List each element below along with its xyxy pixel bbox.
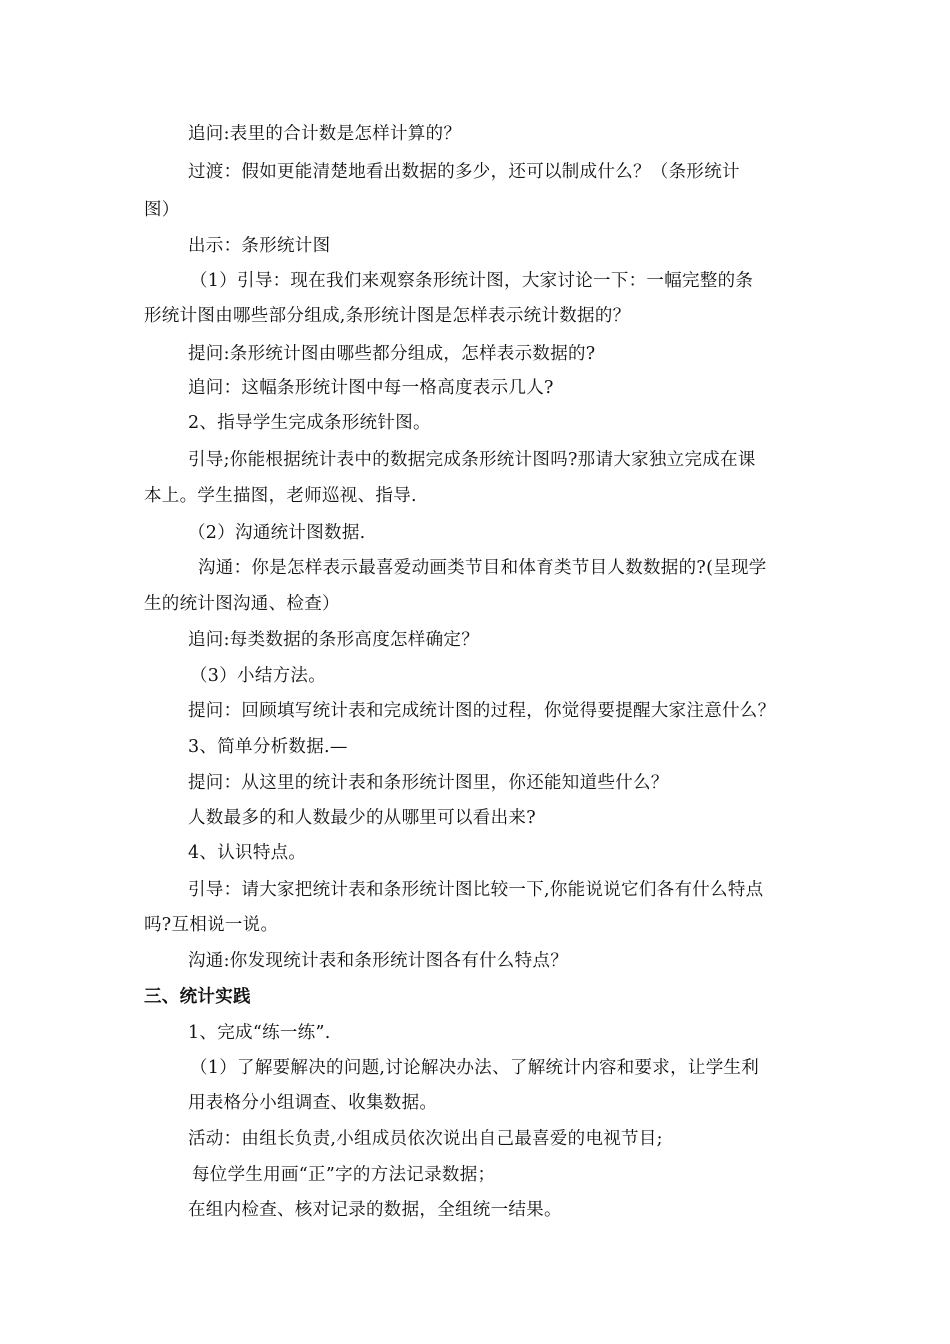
section-heading: 三、统计实践 bbox=[144, 987, 251, 1007]
text-line: 提问：从这里的统计表和条形统计图里，你还能知道些什么？ bbox=[188, 773, 669, 793]
text-line: （2）沟通统计图数据. bbox=[188, 523, 366, 543]
text-line: 出示：条形统计图 bbox=[188, 236, 331, 256]
text-line: 过渡：假如更能清楚地看出数据的多少，还可以制成什么？（条形统计 bbox=[188, 162, 740, 182]
text-line: 追问:表里的合计数是怎样计算的？ bbox=[188, 124, 462, 144]
text-line: （3）小结方法。 bbox=[190, 666, 327, 686]
text-line: 追问:每类数据的条形高度怎样确定？ bbox=[188, 630, 479, 650]
text-line: 引导：请大家把统计表和条形统计图比较一下,你能说说它们各有什么特点 bbox=[188, 880, 764, 900]
text-line: 引导;你能根据统计表中的数据完成条形统计图吗?那请大家独立完成在课 bbox=[188, 450, 756, 470]
text-line: （1）引导：现在我们来观察条形统计图，大家讨论一下：一幅完整的条 bbox=[190, 271, 754, 291]
text-line: 人数最多的和人数最少的从哪里可以看出来? bbox=[188, 808, 536, 828]
text-line: （1）了解要解决的问题,讨论解决办法、了解统计内容和要求，让学生利 bbox=[190, 1058, 760, 1078]
text-line: 吗?互相说一说。 bbox=[144, 915, 279, 935]
text-line: 沟通：你是怎样表示最喜爱动画类节目和体育类节目人数数据的?(呈现学 bbox=[198, 558, 767, 578]
text-line: 2、指导学生完成条形统针图。 bbox=[188, 413, 431, 433]
text-line: 用表格分小组调查、收集数据。 bbox=[188, 1093, 438, 1113]
text-line: 图） bbox=[144, 200, 180, 220]
text-line: 本上。学生描图，老师巡视、指导. bbox=[144, 486, 417, 506]
text-line: 1、完成“练一练”. bbox=[188, 1023, 331, 1043]
text-line: 追问：这幅条形统计图中每一格高度表示几人? bbox=[188, 378, 554, 398]
text-line: 提问：回顾填写统计表和完成统计图的过程，你觉得要提醒大家注意什么？ bbox=[188, 701, 776, 721]
text-line: 生的统计图沟通、检查） bbox=[144, 594, 340, 614]
text-line: 4、认识特点。 bbox=[188, 843, 307, 863]
text-line: 沟通:你发现统计表和条形统计图各有什么特点？ bbox=[188, 951, 568, 971]
text-line: 每位学生用画“正”字的方法记录数据； bbox=[192, 1165, 496, 1185]
text-line: 3、简单分析数据.— bbox=[188, 737, 348, 757]
text-line: 提问:条形统计图由哪些都分组成，怎样表示数据的? bbox=[188, 344, 596, 364]
text-line: 形统计图由哪些部分组成,条形统计图是怎样表示统计数据的？ bbox=[144, 306, 631, 326]
text-line: 活动：由组长负责,小组成员依次说出自己最喜爱的电视节目; bbox=[188, 1129, 663, 1149]
text-line: 在组内检查、核对记录的数据，全组统一结果。 bbox=[188, 1200, 562, 1220]
